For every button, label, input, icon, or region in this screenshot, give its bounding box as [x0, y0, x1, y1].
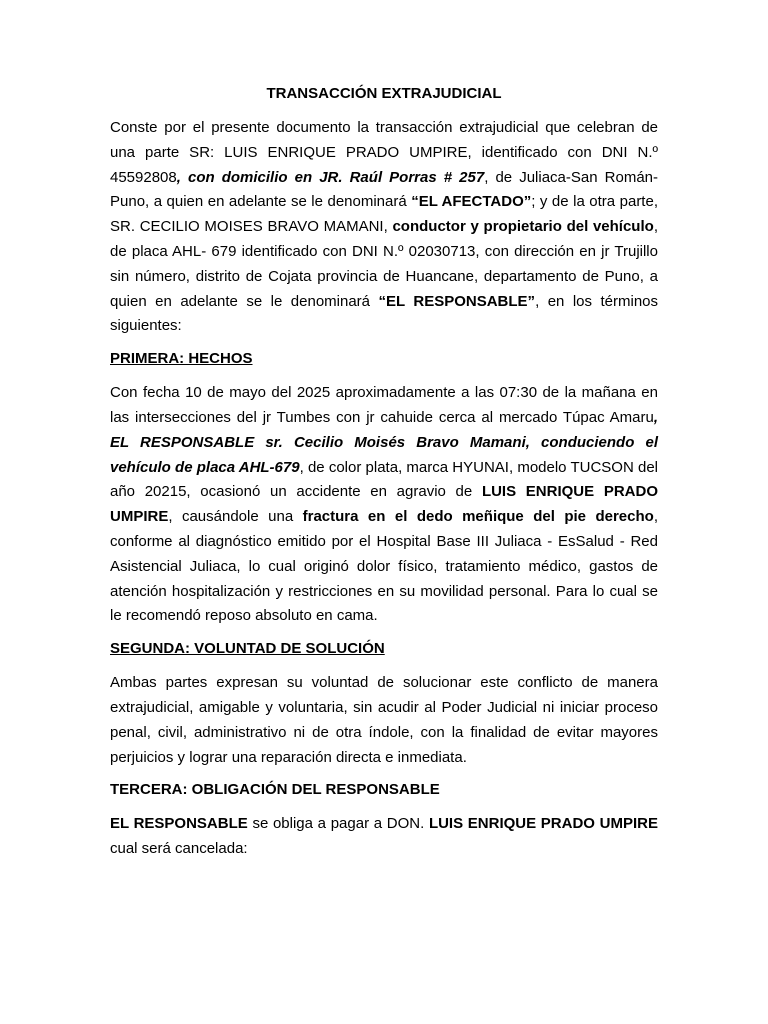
tercera-responsable: EL RESPONSABLE — [110, 815, 248, 833]
tercera-text-2: se obliga a pagar a DON. — [247, 815, 429, 833]
section-heading-primera: PRIMERA: HECHOS — [110, 350, 253, 368]
intro-text-5: ; y de la otra parte, SR. CECILIO MOISES BRAVO MAMANI, — [110, 193, 658, 236]
primera-responsable: , EL RESPONSABLE sr. Cecilio Moisés Bravo Mamani, conduciendo el vehículo de placa AHL-679 — [110, 408, 658, 476]
intro-paragraph — [110, 116, 658, 339]
intro-responsable: “EL RESPONSABLE” — [378, 292, 536, 310]
tercera-text-4: cual será cancelada: — [110, 840, 248, 858]
intro-text-7: , de placa AHL- 679 identificado con DNI N.º 02030713, con dirección en jr Trujillo sin número, distrito de Cojata provincia de Huancane, departamento de Puno, a quien en adelante se le denominará — [110, 218, 658, 310]
tercera-afectado-name: LUIS ENRIQUE PRADO UMPIRE — [428, 815, 658, 833]
intro-text-1: Conste por el presente documento la transacción extrajudicial que celebran de una parte SR: LUIS ENRIQUE PRADO UMPIRE, identificado con DNI N.º 45592808 — [110, 119, 658, 186]
primera-text-7: , conforme al diagnóstico emitido por el Hospital Base III Juliaca - EsSalud - Red Asistencial Juliaca, lo cual originó dolor físico, tratamiento médico, gastos de atención hospitalización y restricciones en su movilidad personal. Para lo cual se le recomendó reposo absoluto en cama. — [110, 508, 658, 625]
intro-text-3: , de Juliaca-San Román-Puno, a quien en adelante se le denominará — [110, 168, 658, 211]
intro-afectado: “EL AFECTADO” — [411, 193, 532, 211]
section-heading-segunda: SEGUNDA: VOLUNTAD DE SOLUCIÓN — [110, 640, 385, 658]
section-segunda-paragraph: Ambas partes expresan su voluntad de solucionar este conflicto de manera extrajudicial, amigable y voluntaria, sin acudir al Poder Judicial ni iniciar proceso penal, civil, administrativo ni de otra índole, con la finalidad de evitar mayores perjuicios y lograr una reparación directa e inmediata. — [110, 674, 658, 766]
primera-text-1: Con fecha 10 de mayo del 2025 aproximadamente a las 07:30 de la mañana en las intersecciones del jr Tumbes con jr cahuide cerca al mercado Túpac Amaru — [110, 384, 658, 426]
section-heading-tercera: TERCERA: OBLIGACIÓN DEL RESPONSABLE — [110, 781, 440, 799]
document-title: TRANSACCIÓN EXTRAJUDICIAL — [266, 85, 502, 102]
section-primera-paragraph — [110, 381, 658, 629]
primera-injury: fractura en el dedo meñique del pie derecho — [302, 508, 654, 526]
primera-text-3: , de color plata, marca HYUNAI, modelo TUCSON del año 20215, ocasionó un accidente en agravio de — [110, 458, 658, 501]
intro-text-9: , en los términos siguientes: — [110, 292, 659, 335]
section-tercera-paragraph — [110, 812, 658, 862]
primera-afectado-name: LUIS ENRIQUE PRADO UMPIRE — [110, 483, 658, 526]
intro-domicile: , con domicilio en JR. Raúl Porras # 257 — [176, 168, 485, 186]
primera-text-5: , causándole una — [168, 508, 303, 526]
intro-conductor: conductor y propietario del vehículo — [392, 218, 654, 236]
